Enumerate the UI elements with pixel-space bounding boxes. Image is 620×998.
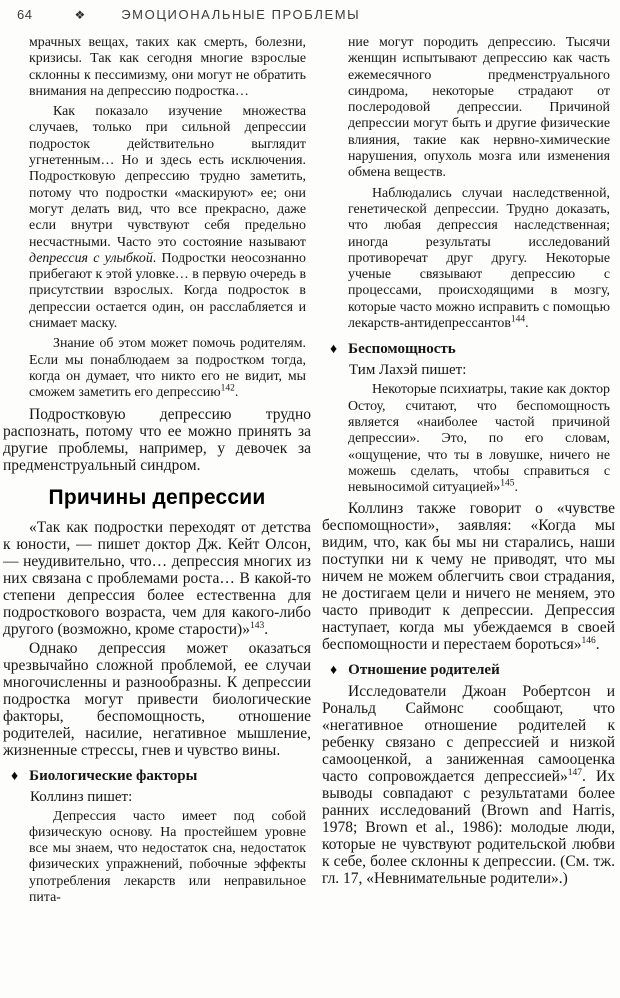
ornament-diamond-icon: ❖: [74, 7, 86, 22]
footnote-ref: 146: [581, 636, 596, 647]
page-number: 64: [17, 7, 33, 22]
diamond-bullet-icon: ♦: [11, 768, 19, 784]
body-paragraph-complex: Однако депрессия может оказаться чрезвычайно сложной проблемой, ее случаи многочисленны и разнообразны. К депрессии подростка могут привести биологические факторы, беспомощность, отношение родителей, насилие, негативное мышление, жизненные стрессы, гнев и чувство вины.: [3, 639, 311, 759]
quote-text: Как показало изучение множества случаев, только при сильной депрессии подросток действительно выглядит угнетенным… Но и здесь есть исключения. Подростковую депрессию трудно заметить, потому что подростки «маскируют» ее; они могут делать вид, что все прекрасно, даже если внутри чувствуют себя предельно несчастными. Часто это состояние называют: [29, 104, 306, 250]
quote-paragraph-ostow: [348, 382, 610, 496]
italic-term: депрессия с улыбкой: [29, 250, 153, 266]
quote-text: Знание об этом может помочь родителям. Если мы понаблюдаем за подростком тогда, когда он думает, что никто его не видит, мы сможем заметить его депрессию: [29, 336, 306, 401]
footnote-ref: 143: [249, 620, 265, 631]
page-header: [17, 7, 615, 22]
quote-paragraph-biological: Депрессия часто имеет под собой физическую основу. На простейшем уровне все мы знаем, что недостаток сна, недостаток физических упражнений, побочные эффекты употребления лекарств или неправильное пита-: [29, 808, 306, 906]
body-paragraph-recognize: Подростковую депрессию трудно распознать, потому что ее можно принять за другие проблемы, например, у девочек за предменструальный синдром.: [3, 405, 311, 474]
attribution-line: Тим Лахэй пишет:: [349, 362, 467, 379]
footnote-ref: 145: [500, 478, 515, 489]
diamond-bullet-icon: ♦: [330, 342, 338, 358]
body-paragraph-olson: [3, 519, 311, 638]
section-heading: Причины депрессии: [48, 485, 266, 509]
quote-paragraph-continuation: мрачных вещах, таких как смерть, болезни, кризисы. Так как сегодня многие взрослые склонны к пессимизму, они могут не обратить внимания на депрессию подростка…: [29, 35, 306, 99]
quote-paragraph-masking: [29, 104, 306, 332]
left-column: [3, 35, 311, 910]
quote-paragraph-genetic: [348, 186, 610, 333]
quote-text: Наблюдались случаи наследственной, генетической депрессии. Трудно доказать, что любая депрессия наследственная; иногда результаты исследований противоречат друг другу. Некоторые ученые связывают депрессию с процессами, происходящими в мозгу, которые часто можно исправить с помощью лекарств-антидепрессантов: [348, 185, 610, 332]
body-text: Коллинз также говорит о «чувстве беспомощности», заявляя: «Когда мы видим, что, как бы мы ни старались, наши поступки ни к чему не приводят, что мы ничем не можем облегчить свои страдания, не достигаем цели и ничего не меняем, это часто приводит к депрессии. Депрессия наступает, когда мы убеждаемся в своей беспомощности и перестаем бороться»: [322, 500, 615, 654]
quote-text: .: [234, 385, 239, 401]
subsection-label: Биологические факторы: [29, 767, 198, 784]
running-title: ЭМОЦИОНАЛЬНЫЕ ПРОБЛЕМЫ: [121, 7, 361, 22]
text-columns: [3, 35, 615, 910]
diamond-bullet-icon: ♦: [330, 663, 338, 679]
attribution-line: Коллинз пишет:: [30, 788, 133, 805]
subsection-heading-biological: [11, 768, 311, 785]
quote-text: . Подростки неосознанно прибегают к этой уловке… в первую очередь в присутствии взрослых. Когда подросток в депрессии остается один, он расслабляется и снимает маску.: [29, 250, 306, 332]
right-column: [322, 35, 615, 889]
footnote-ref: 144: [510, 314, 526, 325]
subsection-label: Отношение родителей: [348, 662, 500, 679]
quote-paragraph-knowledge: [29, 336, 306, 401]
body-paragraph-collins-helplessness: [322, 500, 615, 653]
subsection-heading-parents: [330, 662, 615, 679]
quote-paragraph-continuation: ние могут породить депрессию. Тысячи женщин испытывают депрессию как часть ежемесячного предменструального синдрома, некоторые страдают от послеродовой депрессии. Причиной депрессии могут быть и другие физические влияния, такие как нервно-химические нарушения, опухоль мозга или изменения обмена веществ.: [348, 35, 610, 181]
quote-text: Некоторые психиатры, такие как доктор Остоу, считают, что беспомощность является «наиболее частой причиной депрессии». Это, по его словам, «ощущение, что ты в ловушке, ничего не можешь сделать, чтобы справиться с невыносимой ситуацией»: [348, 382, 610, 496]
body-paragraph-researchers: [322, 683, 615, 887]
subsection-label: Беспомощность: [348, 341, 456, 358]
body-text: .: [595, 636, 600, 654]
quote-text: .: [525, 316, 529, 332]
footnote-ref: 147: [567, 768, 582, 779]
subsection-heading-helplessness: [330, 341, 615, 358]
body-text: «Так как подростки переходят от детства к юности, — пишет доктор Дж. Кейт Олсон, — неудивительно, что… депрессия многих из них связана с проблемами роста… В какой-то степени депрессия более естественна для подросткового возраста, чем для какого-либо другого (возможно, кроме старости)»: [3, 518, 311, 638]
body-text: . Их выводы совпадают с результатами более ранних исследований (Brown and Harris, 1978; Brown et al., 1986): молодые люди, которые не чувствуют родительской любви к себе, более склонны к депрессии. (См. тж. гл. 17, «Невнимательные родители».): [322, 768, 615, 888]
quote-text: .: [514, 480, 519, 496]
body-text: .: [264, 620, 269, 638]
footnote-ref: 142: [220, 383, 235, 394]
body-text: Исследователи Джоан Робертсон и Рональд Саймонс сообщают, что «негативное отношение родителей к ребенку связано с депрессией и низкой самооценкой, а заниженная самооценка часто сопровождается депрессией»: [322, 683, 615, 786]
